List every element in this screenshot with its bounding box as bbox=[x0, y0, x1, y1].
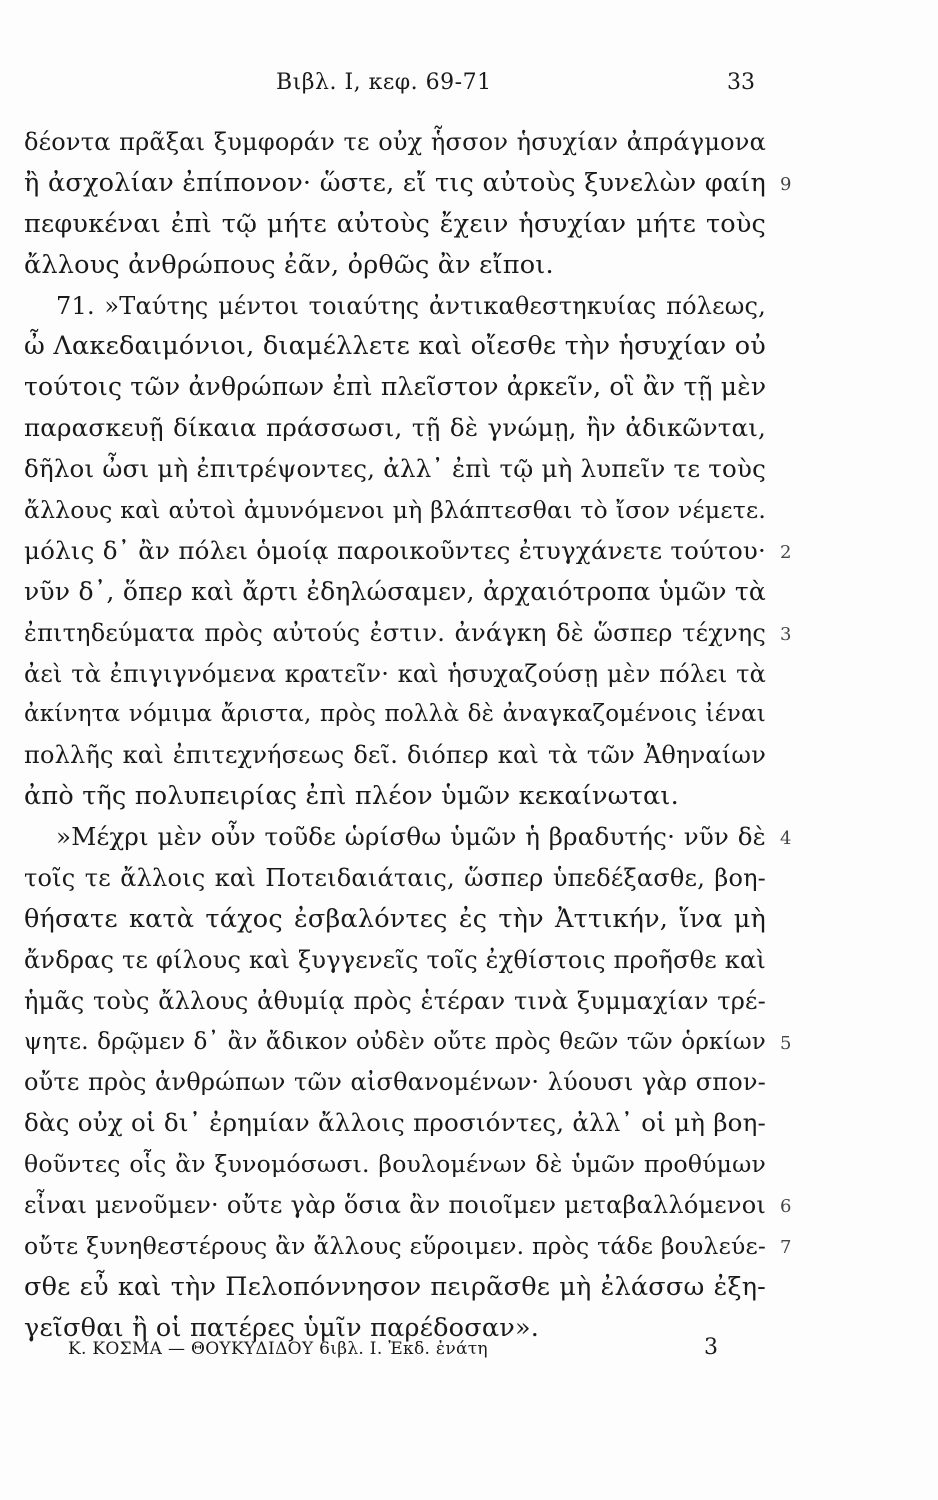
sheet-number: 3 bbox=[704, 1335, 718, 1360]
text-line bbox=[24, 408, 766, 449]
section-number: 2 bbox=[780, 541, 792, 563]
text-line bbox=[24, 1022, 792, 1063]
text-line bbox=[24, 490, 766, 531]
text-line-content: ἡμᾶς τοὺς ἄλλους ἀθυμίᾳ πρὸς ἑτέραν τινὰ ξυμμαχίαν τρέ- bbox=[24, 986, 766, 1015]
section-number: 9 bbox=[780, 173, 792, 195]
text-line bbox=[24, 1185, 792, 1226]
text-line bbox=[24, 122, 766, 163]
text-line-content: πεφυκέναι ἐπὶ τῷ μήτε αὐτοὺς ἔχειν ἡσυχίαν μήτε τοὺς bbox=[24, 208, 766, 239]
text-line bbox=[24, 694, 766, 735]
running-head-title: Βιβλ. Ι, κεφ. 69-71 bbox=[276, 70, 492, 95]
text-line-content: ἄνδρας τε φίλους καὶ ξυγγενεῖς τοῖς ἐχθίστοις προῆσθε καὶ bbox=[24, 945, 766, 974]
text-line bbox=[24, 981, 766, 1022]
text-line bbox=[24, 1144, 766, 1185]
text-line bbox=[24, 245, 766, 286]
section-number: 6 bbox=[780, 1196, 792, 1218]
page-number: 33 bbox=[727, 70, 755, 95]
text-line bbox=[24, 940, 766, 981]
running-head bbox=[0, 70, 938, 104]
text-line bbox=[24, 858, 766, 899]
page-footer bbox=[0, 1335, 938, 1369]
section-number: 5 bbox=[780, 1032, 792, 1054]
text-line bbox=[24, 286, 766, 327]
text-line-content: ἄλλους ἀνθρώπους ἐᾶν, ὀρθῶς ἂν εἴποι. bbox=[24, 249, 554, 280]
text-line-content: »Μέχρι μὲν οὖν τοῦδε ὡρίσθω ὑμῶν ἡ βραδυτής· νῦν δὲ bbox=[56, 822, 766, 852]
text-line-content: νῦν δ᾽, ὅπερ καὶ ἄρτι ἐδηλώσαμεν, ἀρχαιότροπα ὑμῶν τὰ bbox=[24, 576, 766, 606]
text-line bbox=[24, 817, 792, 858]
text-line-content: ψητε. δρῷμεν δ᾽ ἂν ἄδικον οὐδὲν οὔτε πρὸς θεῶν τῶν ὁρκίων bbox=[24, 1028, 766, 1055]
text-line-content: σθε εὖ καὶ τὴν Πελοπόννησον πειρᾶσθε μὴ ἐλάσσω ἐξη- bbox=[24, 1271, 766, 1302]
text-line bbox=[24, 163, 792, 204]
printer-signature: Κ. ΚΟΣΜΑ — ΘΟΥΚΥΔΙΔΟΥ 6ιβλ. Ι. Ἐκδ. ἐνάτη bbox=[68, 1339, 488, 1359]
section-number: 4 bbox=[780, 828, 792, 850]
section-number: 7 bbox=[780, 1237, 792, 1259]
text-line bbox=[24, 654, 766, 695]
text-line-content: παρασκευῇ δίκαια πράσσωσι, τῇ δὲ γνώμῃ, ἢν ἀδικῶνται, bbox=[24, 413, 766, 443]
text-line-content: δὰς οὐχ οἱ δι᾽ ἐρημίαν ἄλλοις προσιόντες, ἀλλ᾽ οἱ μὴ βοη- bbox=[24, 1108, 766, 1138]
text-line-content: εἶναι μενοῦμεν· οὔτε γὰρ ὅσια ἂν ποιοῖμεν μεταβαλλόμενοι bbox=[24, 1191, 766, 1220]
text-line-content: ὦ Λακεδαιμόνιοι, διαμέλλετε καὶ οἴεσθε τὴν ἡσυχίαν οὐ bbox=[24, 331, 766, 362]
text-line bbox=[24, 735, 766, 776]
text-line bbox=[24, 1103, 766, 1144]
text-line-content: οὔτε πρὸς ἀνθρώπων τῶν αἰσθανομένων· λύουσι γὰρ σπον- bbox=[24, 1068, 766, 1097]
text-line bbox=[24, 449, 766, 490]
text-line bbox=[24, 1226, 792, 1267]
text-line bbox=[24, 367, 766, 408]
text-line bbox=[24, 776, 766, 817]
text-line-content: δέοντα πρᾶξαι ξυμφοράν τε οὐχ ἧσσον ἡσυχίαν ἀπράγμονα bbox=[24, 128, 766, 156]
text-line bbox=[24, 1267, 766, 1308]
text-line-content: δῆλοι ὦσι μὴ ἐπιτρέψοντες, ἀλλ᾽ ἐπὶ τῷ μὴ λυπεῖν τε τοὺς bbox=[24, 454, 766, 484]
text-line-content: ἐπιτηδεύματα πρὸς αὐτούς ἐστιν. ἀνάγκη δὲ ὥσπερ τέχνης bbox=[24, 618, 766, 647]
section-number: 3 bbox=[780, 623, 792, 645]
text-line-content: τούτοις τῶν ἀνθρώπων ἐπὶ πλεῖστον ἀρκεῖν, οἳ ἂν τῇ μὲν bbox=[24, 372, 767, 402]
text-line bbox=[24, 899, 766, 940]
text-line-content: ἀεὶ τὰ ἐπιγιγνόμενα κρατεῖν· καὶ ἡσυχαζούσῃ μὲν πόλει τὰ bbox=[24, 659, 766, 688]
text-line-content: θοῦντες οἷς ἂν ξυνομόσωσι. βουλομένων δὲ ὑμῶν προθύμων bbox=[24, 1150, 766, 1179]
text-line bbox=[24, 531, 792, 572]
text-line-content: οὔτε ξυνηθεστέρους ἂν ἄλλους εὕροιμεν. πρὸς τάδε βουλεύε- bbox=[24, 1232, 766, 1261]
text-line-content: ἀκίνητα νόμιμα ἄριστα, πρὸς πολλὰ δὲ ἀναγκαζομένοις ἰέναι bbox=[24, 701, 766, 728]
text-line-content: γεῖσθαι ἢ οἱ πατέρες ὑμῖν παρέδοσαν». bbox=[24, 1312, 540, 1343]
text-line-content: πολλῆς καὶ ἐπιτεχνήσεως δεῖ. διόπερ καὶ τὰ τῶν Ἀθηναίων bbox=[24, 741, 766, 770]
text-line-content: τοῖς τε ἄλλοις καὶ Ποτειδαιάταις, ὥσπερ ὑπεδέξασθε, βοη- bbox=[24, 864, 766, 893]
body-text bbox=[24, 122, 792, 1349]
text-line-content: 71. »Ταύτης μέντοι τοιαύτης ἀντικαθεστηκυίας πόλεως, bbox=[56, 291, 766, 320]
text-line bbox=[24, 1062, 766, 1103]
text-line bbox=[24, 613, 792, 654]
text-line-content: ἢ ἀσχολίαν ἐπίπονον· ὥστε, εἴ τις αὐτοὺς ξυνελὼν φαίη bbox=[24, 167, 766, 198]
text-line bbox=[24, 572, 766, 613]
text-line-content: θήσατε κατὰ τάχος ἐσβαλόντες ἐς τὴν Ἀττικήν, ἵνα μὴ bbox=[24, 903, 766, 934]
text-line-content: ἀπὸ τῆς πολυπειρίας ἐπὶ πλέον ὑμῶν κεκαίνωται. bbox=[24, 781, 679, 812]
text-line-content: ἄλλους καὶ αὐτοὶ ἀμυνόμενοι μὴ βλάπτεσθαι τὸ ἴσον νέμετε. bbox=[24, 496, 766, 525]
text-line bbox=[24, 204, 766, 245]
text-line-content: μόλις δ᾽ ἂν πόλει ὁμοίᾳ παροικοῦντες ἐτυγχάνετε τούτου· bbox=[24, 535, 766, 565]
text-line bbox=[24, 326, 766, 367]
